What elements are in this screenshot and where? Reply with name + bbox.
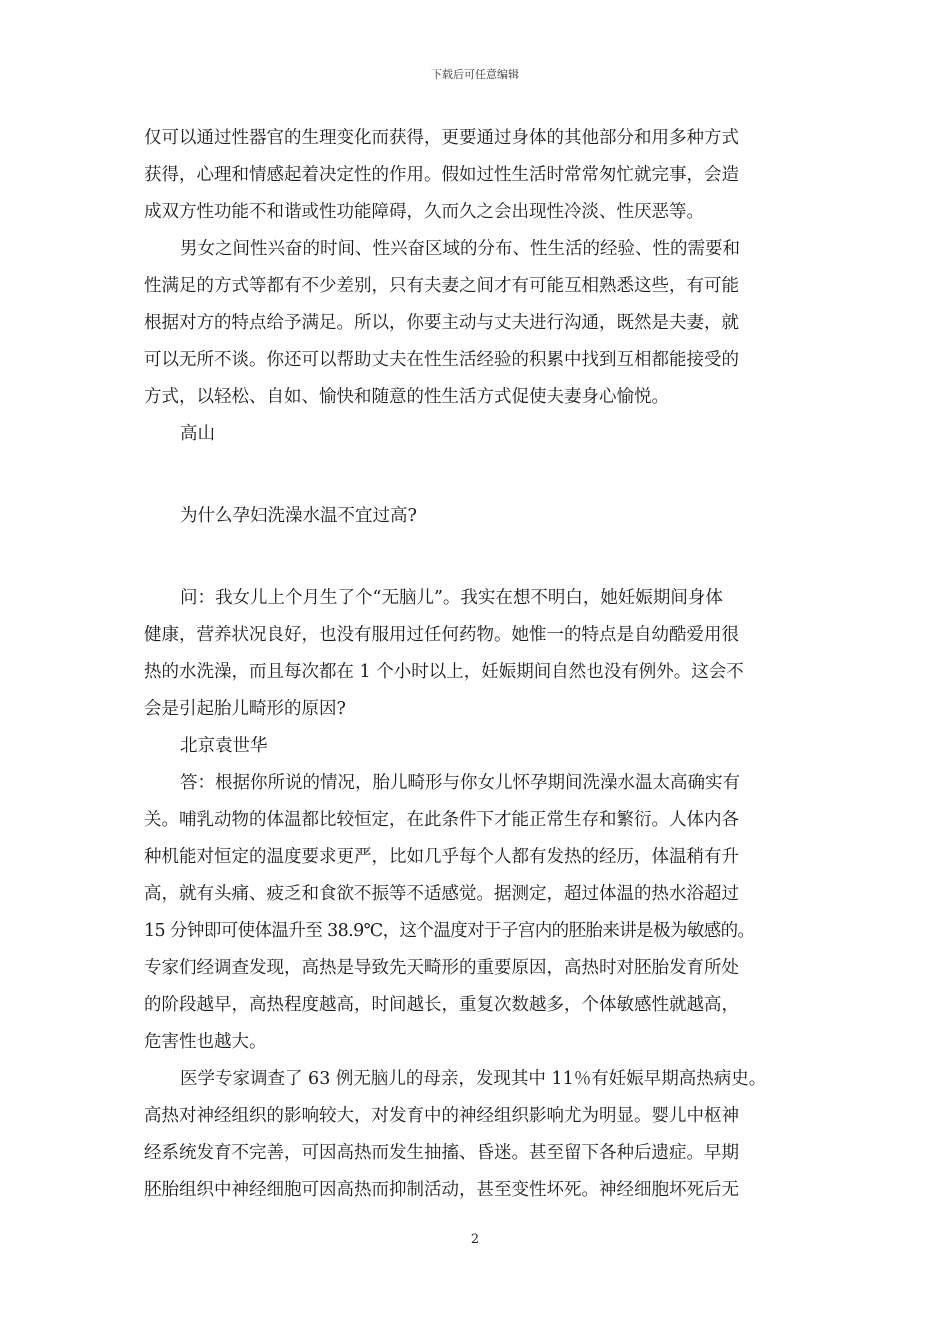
text-line: 专家们经调查发现，高热是导致先天畸形的重要原因，高热时对胚胎发育所处 (144, 958, 739, 978)
text-line: 仅可以通过性器官的生理变化而获得，更要通过身体的其他部分和用多种方式 (144, 128, 739, 148)
article-title: 为什么孕妇洗澡水温不宜过高? (180, 506, 417, 526)
text-line: 性满足的方式等都有不少差别，只有夫妻之间才有可能互相熟悉这些，有可能 (144, 276, 739, 296)
text-line: 高，就有头痛、疲乏和食欲不振等不适感觉。据测定，超过体温的热水浴超过 (144, 884, 739, 904)
text-line: 经系统发育不完善，可因高热而发生抽搐、昏迷。甚至留下各种后遗症。早期 (144, 1143, 739, 1163)
text-line: 获得，心理和情感起着决定性的作用。假如过性生活时常常匆忙就完事，会造 (144, 165, 739, 185)
text-line: 高热对神经组织的影响较大，对发育中的神经组织影响尤为明显。婴儿中枢神 (144, 1106, 739, 1126)
spacer (144, 453, 812, 498)
text-line: 医学专家调查了 63 例无脑儿的母亲，发现其中 11％有妊娠早期高热病史。 (180, 1069, 767, 1089)
author-signature: 北京袁世华 (180, 736, 268, 756)
text-line: 会是引起胎儿畸形的原因? (144, 699, 346, 719)
text-line: 危害性也越大。 (144, 1032, 267, 1052)
text-line: 根据对方的特点给予满足。所以，你要主动与丈夫进行沟通，既然是夫妻，就 (144, 313, 739, 333)
text-line: 健康，营养状况良好，也没有服用过任何药物。她惟一的特点是自幼酷爱用很 (144, 625, 739, 645)
text-line: 胚胎组织中神经细胞可因高热而抑制活动，甚至变性坏死。神经细胞坏死后无 (144, 1180, 739, 1200)
page-header: 下载后可任意编辑 (431, 68, 519, 81)
text-line: 男女之间性兴奋的时间、性兴奋区域的分布、性生活的经验、性的需要和 (180, 239, 740, 259)
document-body (144, 120, 812, 1209)
text-line: 种机能对恒定的温度要求更严，比如几乎每个人都有发热的经历，体温稍有升 (144, 847, 739, 867)
text-line: 15 分钟即可使体温升至 38.9℃，这个温度对于子宫内的胚胎来讲是极为敏感的。 (144, 921, 755, 941)
paragraph-2 (144, 231, 812, 416)
question-paragraph (144, 580, 812, 728)
text-line: 可以无所不谈。你还可以帮助丈夫在性生活经验的积累中找到互相都能接受的 (144, 350, 739, 370)
spacer (144, 535, 812, 580)
text-line: 问：我女儿上个月生了个“无脑儿”。我实在想不明白，她妊娠期间身体 (180, 588, 723, 608)
text-line: 热的水洗澡，而且每次都在 1 个小时以上，妊娠期间自然也没有例外。这会不 (144, 662, 744, 682)
text-line: 答：根据你所说的情况，胎儿畸形与你女儿怀孕期间洗澡水温太高确实有 (180, 773, 740, 793)
text-line: 关。哺乳动物的体温都比较恒定，在此条件下才能正常生存和繁衍。人体内各 (144, 810, 739, 830)
author-signature: 高山 (180, 424, 215, 444)
paragraph-1 (144, 120, 812, 231)
text-line: 成双方性功能不和谐或性功能障碍，久而久之会出现性冷淡、性厌恶等。 (144, 202, 704, 222)
text-line: 方式，以轻松、自如、愉快和随意的性生活方式促使夫妻身心愉悦。 (144, 387, 669, 407)
answer-paragraph (144, 765, 812, 1061)
paragraph-3 (144, 1061, 812, 1209)
text-line: 的阶段越早，高热程度越高，时间越长，重复次数越多，个体敏感性就越高， (144, 995, 739, 1015)
page-number: 2 (470, 1232, 480, 1247)
